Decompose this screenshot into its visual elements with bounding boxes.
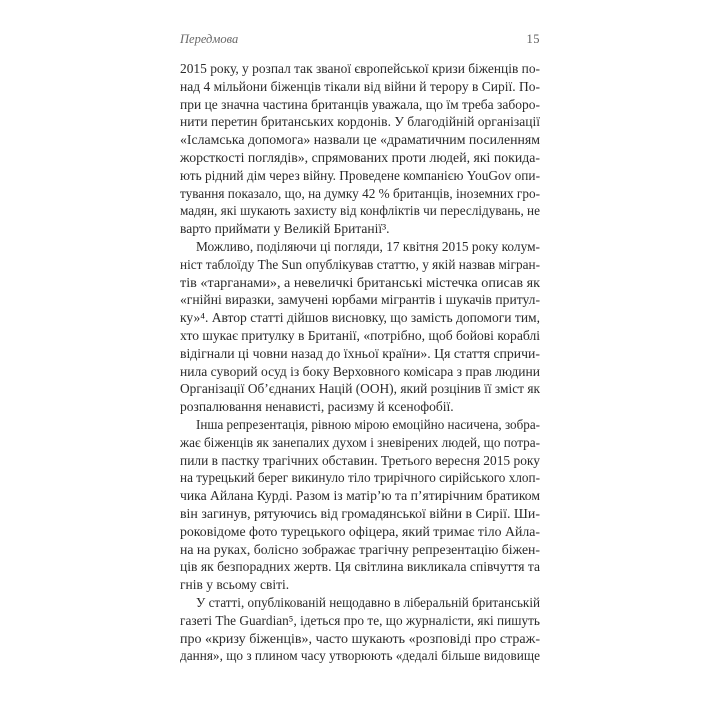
text-line: [180, 647, 540, 665]
text-line: [180, 398, 540, 416]
text-line: [180, 416, 540, 434]
text-line-content: ніст таблоїду The Sun опублікував статтю, у якій назвав мігран-: [180, 256, 540, 272]
text-line-content: жає біженців як занепалих духом і зневірених людей, що потра-: [180, 434, 540, 450]
paragraph: [180, 594, 540, 665]
text-line: [180, 60, 540, 78]
text-line-content: ку»⁴. Автор статті дійшов висновку, що замість допомоги тим,: [180, 310, 540, 326]
text-line-content: ців як безпорадних жертв. Ця світлина викликала співчуття та: [180, 559, 540, 575]
text-line: [180, 131, 540, 149]
text-line-content: У статті, опублікованій нещодавно в ліберальній британській: [196, 594, 540, 610]
text-line-content: гнів у всьому світі.: [180, 577, 290, 593]
text-line: [180, 612, 540, 630]
text-line: [180, 113, 540, 131]
text-line: [180, 291, 540, 309]
text-line-content: нила суворий осуд із боку Верховного комісара з прав людини: [180, 363, 540, 379]
text-line: [180, 309, 540, 327]
text-line-content: роковідоме фото турецького офіцера, який тримає тіло Айла-: [180, 523, 540, 539]
text-line: [180, 469, 540, 487]
text-line: [180, 274, 540, 292]
text-line: [180, 505, 540, 523]
text-line: [180, 167, 540, 185]
text-line: [180, 523, 540, 541]
text-line: [180, 541, 540, 559]
text-line-content: відігнали ці човни назад до їхньої країни». Ця стаття спричи-: [180, 345, 540, 361]
text-line-content: над 4 мільйони біженців тікали від війни й терору в Сирії. По-: [180, 78, 540, 94]
paragraph: [180, 238, 540, 416]
paragraph: [180, 60, 540, 238]
chapter-title: Передмова: [180, 32, 239, 46]
text-line-content: «Ісламська допомога» назвали це «драматичним посиленням: [180, 132, 540, 148]
text-line-content: Можливо, поділяючи ці погляди, 17 квітня 2015 року колум-: [196, 238, 540, 254]
text-line: [180, 345, 540, 363]
text-line-content: на на руках, болісно зображає трагічну репрезентацію біжен-: [180, 541, 540, 557]
text-line: [180, 452, 540, 470]
text-line: [180, 594, 540, 612]
text-line: [180, 220, 540, 238]
text-line: [180, 327, 540, 345]
text-line-content: тів «тарганами», а невеличкі британські містечка описав як: [180, 274, 540, 290]
text-line-content: мадян, які шукають захисту від конфліктів чи переслідувань, не: [180, 203, 540, 219]
text-line-content: газеті The Guardian⁵, ідеться про те, що журналісти, які пишуть: [180, 612, 540, 628]
text-line: [180, 149, 540, 167]
text-line-content: про «кризу біженців», часто шукають «розповіді про страж-: [180, 630, 540, 646]
text-line: [180, 238, 540, 256]
text-line: [180, 78, 540, 96]
text-line-content: він загинув, рятуючись від громадянської війни в Сирії. Ши-: [180, 505, 540, 521]
text-line: [180, 363, 540, 381]
page-number: 15: [526, 32, 540, 46]
text-line-content: розпалювання ненависті, расизму й ксенофобії.: [180, 399, 454, 415]
text-line-content: Організації Об’єднаних Націй (ООН), який розцінив її зміст як: [180, 381, 540, 397]
running-header: [180, 33, 540, 46]
text-line: [180, 434, 540, 452]
text-line-content: нити перетин британських кордонів. У благодійній організації: [180, 114, 540, 130]
text-line: [180, 630, 540, 648]
text-line: [180, 487, 540, 505]
text-line-content: варто приймати у Великій Британії³.: [180, 221, 390, 237]
text-line: [180, 185, 540, 203]
text-line-content: Інша репрезентація, рівною мірою емоційно насичена, зобра-: [196, 416, 540, 432]
paragraph: [180, 416, 540, 594]
text-line: [180, 96, 540, 114]
text-line: [180, 202, 540, 220]
text-line-content: на турецький берег викинуло тіло трирічного сирійського хлоп-: [180, 470, 540, 486]
text-line-content: дання», що з плином часу утворюють «дедалі більше видовище: [180, 648, 540, 664]
text-line: [180, 380, 540, 398]
text-line-content: чика Айлана Курді. Разом із матір’ю та п’ятирічним братиком: [180, 488, 540, 504]
text-line-content: «гнійні виразки, замучені юрбами мігрантів і шукачів притул-: [180, 292, 540, 308]
book-page: [180, 33, 540, 665]
text-line-content: тування показало, що, на думку 42 % британців, іноземних гро-: [180, 185, 540, 201]
text-line: [180, 256, 540, 274]
text-line: [180, 576, 540, 594]
text-line-content: при це значна частина британців уважала, що їм треба заборо-: [180, 96, 540, 112]
text-line-content: 2015 року, у розпал так званої європейської кризи біженців по-: [180, 61, 540, 76]
text-line-content: жорсткості поглядів», спрямованих проти людей, які покида-: [180, 149, 540, 165]
text-line-content: пили в пастку трагічних обставин. Третього вересня 2015 року: [180, 452, 540, 468]
text-line: [180, 558, 540, 576]
page-text: [180, 60, 540, 665]
text-line-content: хто шукає притулку в Британії, «потрібно, щоб бойові кораблі: [180, 327, 540, 343]
text-line-content: ють рідний дім через війну. Проведене компанією YouGov опи-: [180, 167, 540, 183]
